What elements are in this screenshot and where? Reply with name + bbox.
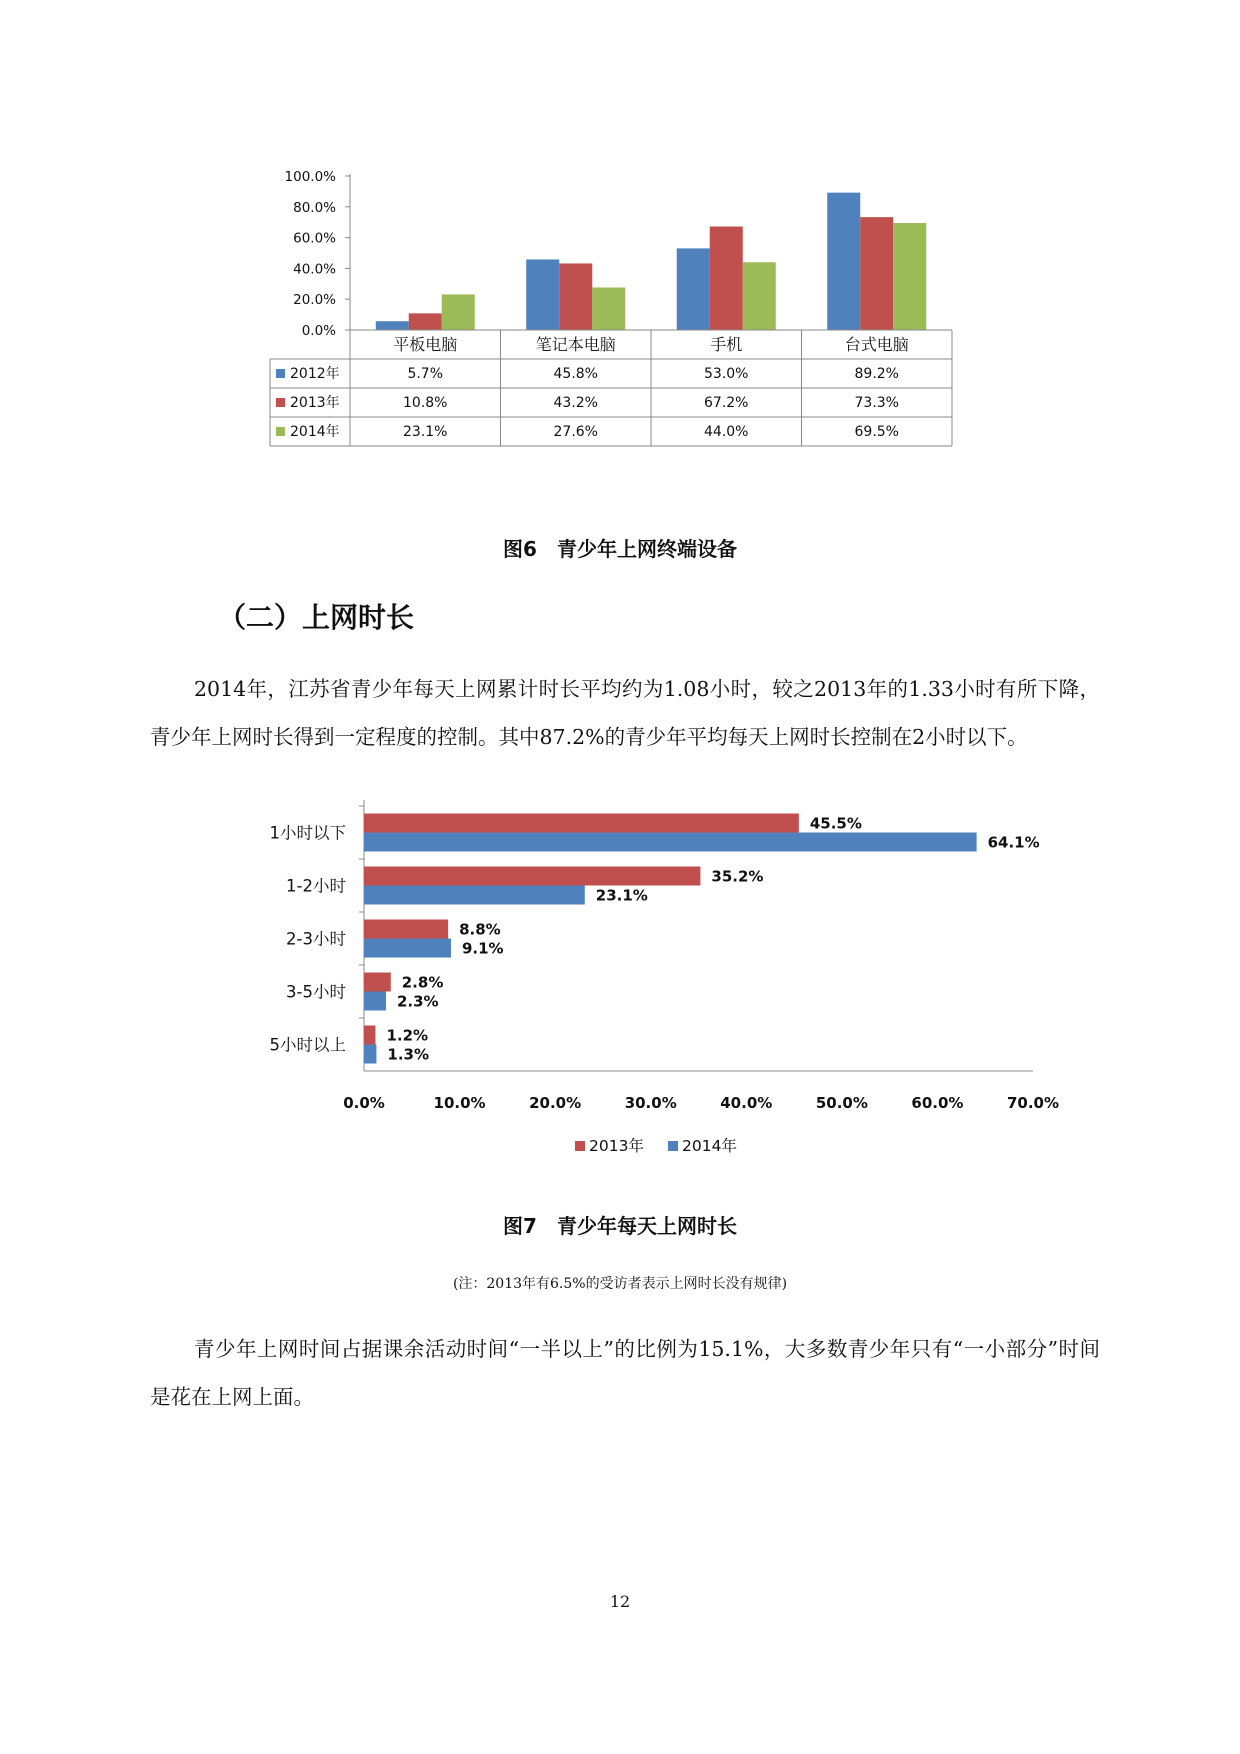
figure6-y-tick-label: 40.0% — [293, 261, 336, 278]
figure6-table-value: 45.8% — [553, 366, 598, 382]
figure6-y-tick-label: 80.0% — [293, 199, 336, 216]
figure6-table-value: 89.2% — [854, 366, 899, 382]
paragraph-2: 青少年上网时间占据课余活动时间“一半以上”的比例为15.1%，大多数青少年只有“一小部分”时间是花在上网上面。 — [150, 1337, 1100, 1409]
figure7-legend-label: 2014年 — [682, 1137, 737, 1155]
figure6-table-value: 10.8% — [403, 395, 448, 411]
figure7-data-label: 35.2% — [711, 867, 764, 886]
figure7-category-label: 1小时以下 — [269, 823, 346, 843]
figure6-table-value: 27.6% — [553, 424, 598, 440]
figure7-chart — [0, 790, 1240, 1160]
figure7-bar — [364, 1045, 376, 1064]
figure7-category-label: 1-2小时 — [286, 876, 346, 896]
figure7-bars — [364, 814, 1040, 1064]
figure6-table-value: 44.0% — [704, 424, 749, 440]
figure7-data-label: 2.8% — [401, 973, 444, 992]
figure6-bar — [559, 263, 592, 330]
figure6-table-value: 73.3% — [854, 395, 899, 411]
figure7-data-label: 9.1% — [461, 939, 504, 958]
paragraph-1: 2014年，江苏省青少年每天上网累计时长平均约为1.08小时，较之2013年的1.33小时有所下降，青少年上网时长得到一定程度的控制。其中87.2%的青少年平均每天上网时长控制在2小时以下。 — [150, 677, 1100, 749]
figure6-bar — [442, 294, 475, 330]
figure6-bar — [893, 223, 926, 330]
figure6-legend-key — [276, 369, 285, 378]
figure7-category-label: 3-5小时 — [286, 982, 346, 1002]
page-number: 12 — [609, 1592, 631, 1611]
figure7-bar — [364, 867, 700, 886]
figure7-bar — [364, 920, 448, 939]
figure7-bar — [364, 1026, 375, 1045]
figure6-table-value: 5.7% — [407, 366, 444, 382]
figure7-bar — [364, 992, 386, 1011]
figure6-bar — [376, 321, 409, 330]
figure6-bar — [677, 248, 710, 330]
figure6-bars — [376, 193, 927, 330]
figure7-data-label: 1.3% — [387, 1045, 430, 1064]
figure6-chart — [0, 0, 1240, 470]
figure6-table-value: 53.0% — [704, 366, 749, 382]
figure7-data-label: 8.8% — [459, 920, 501, 939]
figure7-bar — [364, 886, 585, 905]
figure6-bar — [743, 262, 776, 330]
figure7-x-tick-label: 30.0% — [624, 1094, 677, 1112]
figure7-data-label: 45.5% — [809, 814, 862, 833]
figure6-bar — [526, 259, 559, 330]
figure6-table-value: 69.5% — [854, 424, 899, 440]
figure6-bar — [592, 287, 625, 330]
figure7-bar — [364, 973, 391, 992]
figure6-caption: 图6 青少年上网终端设备 — [503, 537, 737, 561]
figure7-legend-key — [575, 1141, 585, 1151]
figure6-series-name: 2013年 — [290, 395, 340, 411]
figure6-category-label: 手机 — [710, 335, 743, 354]
figure7-x-tick-label: 50.0% — [815, 1094, 868, 1112]
figure6-y-tick-label: 0.0% — [301, 323, 336, 339]
figure7-x-tick-label: 10.0% — [433, 1094, 486, 1112]
figure6-series-name: 2014年 — [290, 424, 340, 440]
figure7-category-label: 2-3小时 — [286, 929, 346, 949]
figure6-category-label: 笔记本电脑 — [535, 335, 616, 354]
figure7-x-tick-label: 60.0% — [911, 1094, 964, 1112]
figure7-x-tick-label: 20.0% — [529, 1094, 582, 1112]
figure7-caption: 图7 青少年每天上网时长 — [503, 1214, 737, 1238]
figure6-y-tick-label: 100.0% — [284, 169, 336, 185]
figure7-legend-label: 2013年 — [589, 1137, 644, 1155]
figure6-bar — [827, 193, 860, 330]
figure6-table-value: 67.2% — [704, 395, 749, 411]
figure7-bar — [364, 939, 451, 958]
figure6-y-tick-label: 20.0% — [293, 292, 336, 309]
figure6-bar — [710, 227, 743, 330]
figure7-data-label: 1.2% — [386, 1026, 429, 1045]
figure7-data-label: 23.1% — [595, 886, 648, 905]
figure7-data-label: 64.1% — [987, 833, 1040, 852]
section-heading: （二）上网时长 — [218, 601, 415, 634]
figure7-bar — [364, 833, 977, 852]
figure7-note: (注：2013年有6.5%的受访者表示上网时长没有规律) — [452, 1276, 788, 1292]
figure7-legend — [575, 1136, 737, 1155]
figure6-bar — [409, 313, 442, 330]
figure6-y-axis — [285, 169, 350, 339]
figure7-category-label: 5小时以上 — [269, 1035, 346, 1055]
figure6-legend-key — [276, 398, 285, 407]
figure7-x-tick-label: 70.0% — [1006, 1094, 1060, 1112]
figure7-data-label: 2.3% — [396, 992, 439, 1011]
figure6-category-label: 平板电脑 — [393, 335, 458, 354]
figure6-data-table — [270, 330, 952, 446]
figure6-table-value: 43.2% — [553, 395, 598, 411]
figure7-x-tick-label: 0.0% — [343, 1094, 385, 1112]
figure6-series-name: 2012年 — [290, 366, 340, 382]
figure6-category-label: 台式电脑 — [844, 335, 909, 354]
figure6-y-tick-label: 60.0% — [293, 230, 336, 247]
figure7-x-tick-label: 40.0% — [720, 1094, 773, 1112]
figure6-table-value: 23.1% — [403, 424, 448, 440]
figure7-bar — [364, 814, 799, 833]
figure6-bar — [860, 217, 893, 330]
figure7-legend-key — [668, 1141, 678, 1151]
figure6-legend-key — [276, 427, 285, 436]
